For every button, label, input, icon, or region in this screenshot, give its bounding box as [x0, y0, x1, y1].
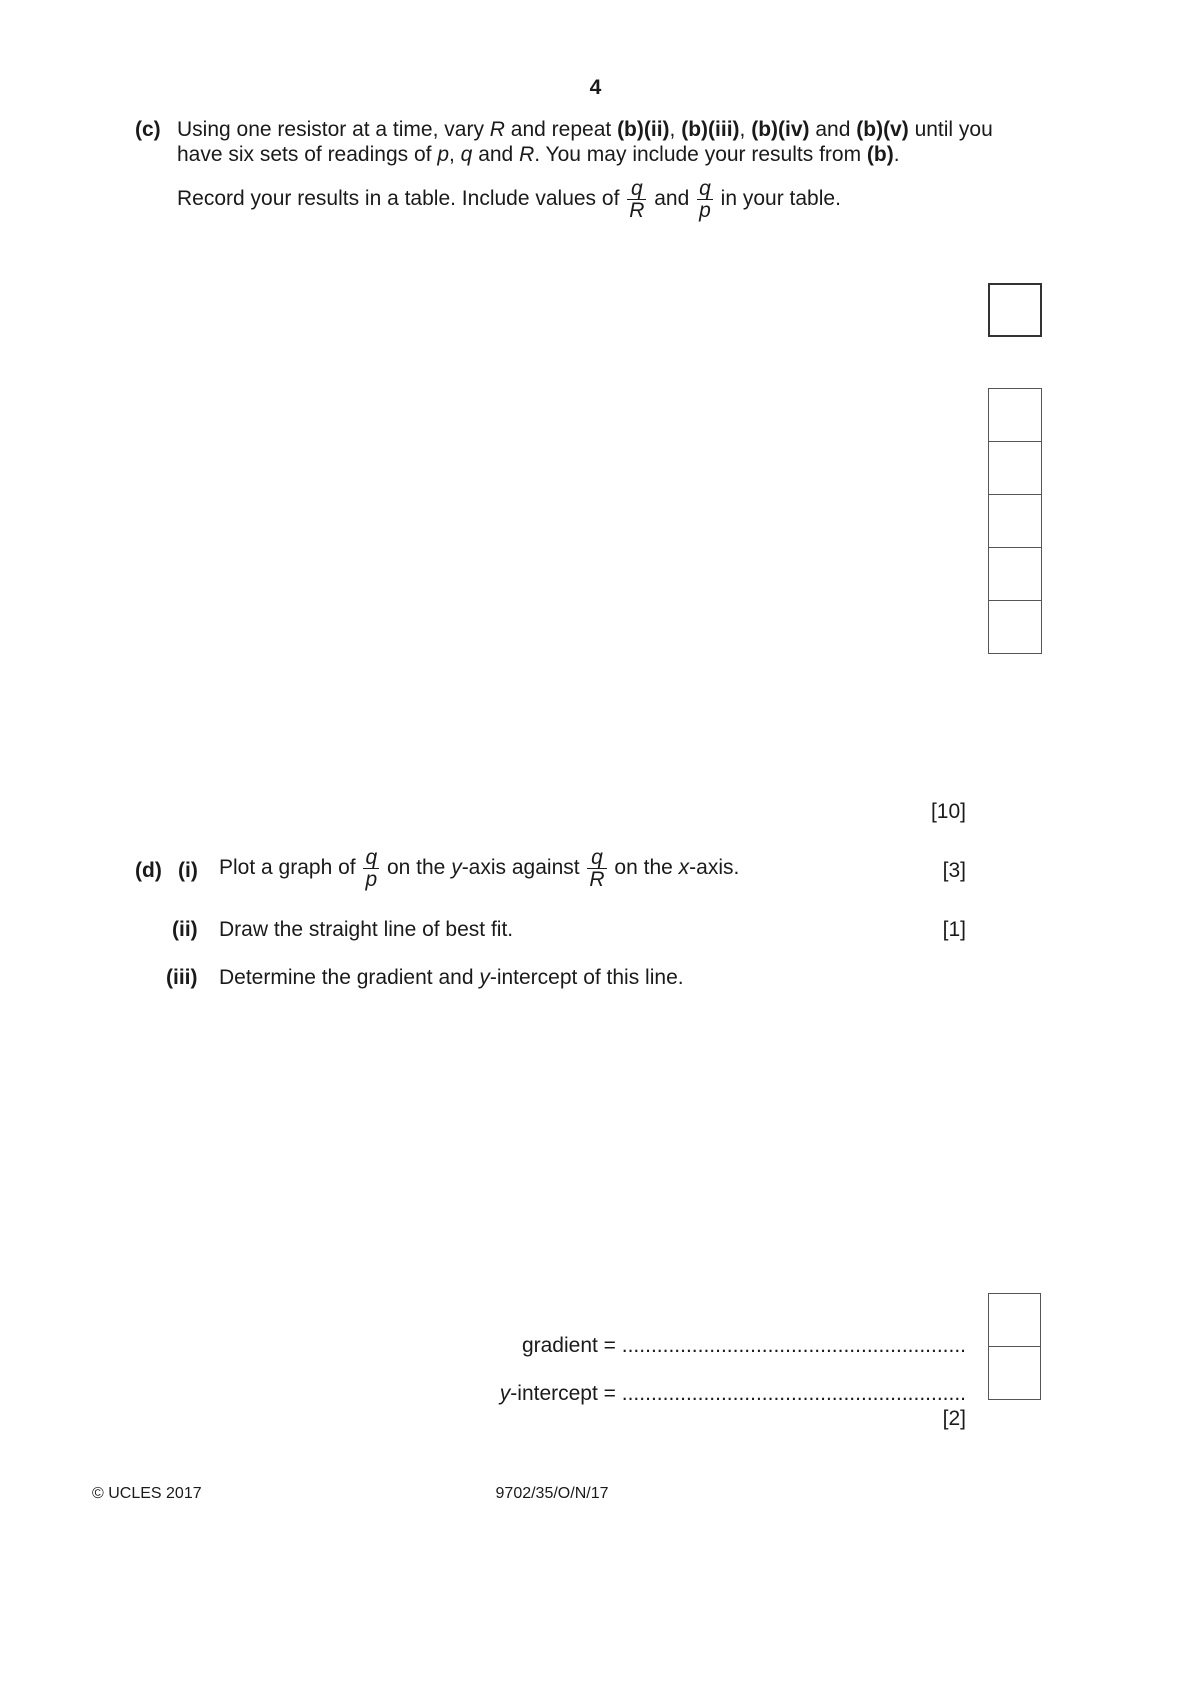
- ref-biii: (b)(iii): [681, 118, 740, 141]
- text: .: [893, 143, 900, 166]
- part-d-i-label: (i): [178, 859, 198, 882]
- fraction-q-over-p: [697, 178, 713, 221]
- part-d-i-marks: [3]: [942, 859, 966, 882]
- page-number: 4: [589, 76, 602, 99]
- ref-biv: (b)(iv): [751, 118, 810, 141]
- text: have six sets of readings of: [177, 143, 438, 166]
- examiner-box-pair: [988, 1293, 1041, 1400]
- text: and: [472, 143, 520, 166]
- part-d-marks: [2]: [942, 1407, 966, 1430]
- part-d-ii-text: Draw the straight line of best fit.: [219, 918, 514, 941]
- variable-q: q: [460, 143, 473, 166]
- fraction-q-over-r: [627, 178, 646, 221]
- gradient-dots: ...........................................................: [621, 1334, 966, 1357]
- denominator: R: [629, 199, 645, 222]
- part-d-ii-label: (ii): [172, 918, 198, 941]
- part-c-marks: [10]: [930, 800, 966, 823]
- text: and repeat: [504, 118, 618, 141]
- text: ,: [449, 143, 461, 166]
- part-d-i-text: [219, 847, 739, 890]
- numerator: q: [365, 846, 378, 869]
- y-intercept-answer-line[interactable]: [420, 1381, 966, 1407]
- footer-paper-code: 9702/35/O/N/17: [495, 1485, 609, 1502]
- denominator: p: [699, 199, 711, 222]
- ref-bii: (b)(ii): [617, 118, 670, 141]
- text: -axis against: [461, 856, 586, 880]
- part-d-ii-marks: [1]: [942, 918, 966, 941]
- numerator: q: [630, 177, 643, 200]
- variable-y: y: [499, 1382, 511, 1405]
- fraction-q-over-r: [587, 847, 606, 890]
- part-d-iii-text: [219, 965, 684, 991]
- numerator: q: [699, 177, 711, 200]
- part-c-line-3: [177, 178, 841, 221]
- ref-bv: (b)(v): [856, 118, 909, 141]
- text: on the: [608, 856, 679, 880]
- y-intercept-dots: ...........................................................: [621, 1382, 966, 1405]
- gradient-answer-line[interactable]: [420, 1333, 966, 1359]
- text: ,: [739, 118, 752, 141]
- text: and: [648, 187, 696, 211]
- divider: [989, 1346, 1040, 1347]
- text: . You may include your results from: [534, 143, 867, 166]
- divider: [989, 441, 1041, 442]
- divider: [989, 547, 1041, 548]
- numerator: q: [591, 846, 603, 869]
- denominator: R: [589, 868, 605, 891]
- variable-p: p: [437, 143, 449, 166]
- text: Using one resistor at a time, vary: [177, 118, 490, 141]
- divider: [989, 494, 1041, 495]
- part-c-line-2: [177, 142, 900, 168]
- text: Determine the gradient and: [219, 966, 480, 989]
- text: on the: [381, 856, 452, 880]
- part-c-line-1: [177, 117, 993, 143]
- part-d-label: (d): [135, 859, 162, 882]
- text: -axis.: [689, 856, 740, 880]
- variable-r: R: [489, 118, 505, 141]
- footer-copyright: © UCLES 2017: [92, 1485, 202, 1502]
- variable-y: y: [451, 856, 462, 880]
- variable-r: R: [519, 143, 535, 166]
- text: ,: [669, 118, 682, 141]
- variable-y: y: [479, 966, 490, 989]
- variable-x: x: [678, 856, 690, 880]
- text: in your table.: [714, 187, 841, 211]
- part-c-label: (c): [135, 118, 161, 141]
- examiner-box-stack: [988, 388, 1042, 654]
- y-intercept-label: -intercept =: [510, 1382, 622, 1405]
- text: -intercept of this line.: [489, 966, 684, 989]
- fraction-q-over-p: [363, 847, 379, 890]
- ref-b: (b): [866, 143, 894, 166]
- divider: [989, 600, 1041, 601]
- denominator: p: [365, 868, 378, 891]
- part-d-iii-label: (iii): [166, 966, 198, 989]
- text: Plot a graph of: [219, 856, 362, 880]
- text: Record your results in a table. Include values of: [177, 187, 626, 211]
- text: and: [809, 118, 857, 141]
- gradient-label: gradient =: [521, 1334, 622, 1357]
- examiner-box-single: [988, 283, 1042, 337]
- text: until you: [908, 118, 993, 141]
